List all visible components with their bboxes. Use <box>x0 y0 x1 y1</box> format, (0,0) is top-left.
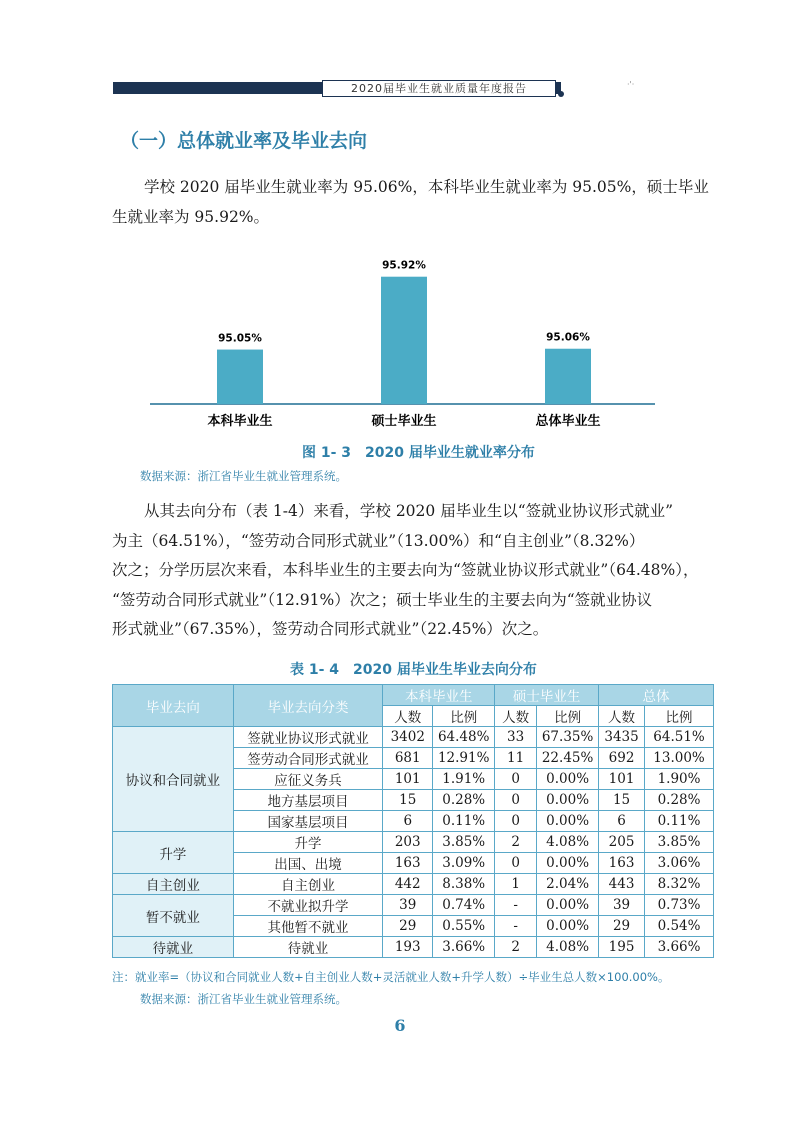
value-cell: 3.66% <box>645 937 714 958</box>
value-cell: 0.00% <box>537 853 599 874</box>
value-cell: 0.00% <box>537 895 599 916</box>
value-cell: 3.06% <box>645 853 714 874</box>
value-cell: 4.08% <box>537 832 599 853</box>
group-cell: 自主创业 <box>113 874 234 895</box>
destination-table <box>112 684 714 958</box>
value-cell: 11 <box>495 748 537 769</box>
value-cell: 15 <box>599 790 645 811</box>
value-cell: 1 <box>495 874 537 895</box>
group-cell: 待就业 <box>113 937 234 958</box>
paragraph-line: 为主（64.51%），“签劳动合同形式就业”（13.00%）和“自主创业”（8.32%） <box>112 531 645 550</box>
category-cell: 签就业协议形式就业 <box>233 727 383 748</box>
category-label: 硕士毕业生 <box>371 414 437 429</box>
value-cell: 0.54% <box>645 916 714 937</box>
value-cell: 15 <box>383 790 433 811</box>
value-cell: 3435 <box>599 727 645 748</box>
value-cell: 195 <box>599 937 645 958</box>
page-number: 6 <box>394 1016 406 1035</box>
category-cell: 应征义务兵 <box>233 769 383 790</box>
value-cell: 0.28% <box>433 790 495 811</box>
col-header-master: 硕士毕业生 <box>495 685 599 706</box>
value-cell: 0.00% <box>537 769 599 790</box>
data-label: 95.05% <box>218 332 262 345</box>
value-cell: 101 <box>599 769 645 790</box>
header-title: 2020届毕业生就业质量年度报告 <box>322 80 556 97</box>
category-cell: 升学 <box>233 832 383 853</box>
group-cell: 升学 <box>113 832 234 874</box>
category-label: 本科毕业生 <box>207 414 273 429</box>
value-cell: 163 <box>383 853 433 874</box>
value-cell: 8.38% <box>433 874 495 895</box>
col-header-category: 毕业去向分类 <box>233 685 383 727</box>
table-caption: 表 1- 4 2020 届毕业生毕业去向分布 <box>290 662 537 678</box>
paragraph-destination <box>112 497 712 645</box>
value-cell: 0.11% <box>645 811 714 832</box>
value-cell: 3402 <box>383 727 433 748</box>
value-cell: - <box>495 895 537 916</box>
value-cell: 1.91% <box>433 769 495 790</box>
value-cell: 692 <box>599 748 645 769</box>
value-cell: 0 <box>495 811 537 832</box>
value-cell: 0 <box>495 790 537 811</box>
paragraph-employment-rate <box>112 173 712 232</box>
value-cell: 13.00% <box>645 748 714 769</box>
bar <box>217 350 263 404</box>
value-cell: 22.45% <box>537 748 599 769</box>
group-cell: 暂不就业 <box>113 895 234 937</box>
section-title: （一）总体就业率及毕业去向 <box>120 130 368 152</box>
value-cell: 0.74% <box>433 895 495 916</box>
value-cell: - <box>495 916 537 937</box>
col-header-ratio: 比例 <box>537 706 599 727</box>
value-cell: 29 <box>599 916 645 937</box>
table-note: 注：就业率=（协议和合同就业人数+自主创业人数+灵活就业人数+升学人数）÷毕业生总人数×100.00%。 <box>112 970 670 984</box>
category-cell: 出国、出境 <box>233 853 383 874</box>
value-cell: 203 <box>383 832 433 853</box>
value-cell: 0.00% <box>537 916 599 937</box>
header-mark: ·'· <box>627 80 635 89</box>
header-dot <box>558 91 564 97</box>
value-cell: 193 <box>383 937 433 958</box>
value-cell: 33 <box>495 727 537 748</box>
value-cell: 0.28% <box>645 790 714 811</box>
value-cell: 8.32% <box>645 874 714 895</box>
value-cell: 3.85% <box>645 832 714 853</box>
paragraph-line: 形式就业”（67.35%），签劳动合同形式就业”（22.45%）次之。 <box>112 620 549 638</box>
paragraph-line: 次之；分学历层次来看，本科毕业生的主要去向为“签就业协议形式就业”（64.48%）， <box>112 561 699 579</box>
value-cell: 29 <box>383 916 433 937</box>
col-header-ratio: 比例 <box>645 706 714 727</box>
employment-rate-bar-chart <box>150 240 660 440</box>
col-header-ratio: 比例 <box>433 706 495 727</box>
group-cell: 协议和合同就业 <box>113 727 234 832</box>
value-cell: 681 <box>383 748 433 769</box>
value-cell: 163 <box>599 853 645 874</box>
paragraph-line: 从其去向分布（表 1-4）来看，学校 2020 届毕业生以“签就业协议形式就业” <box>144 502 674 520</box>
value-cell: 3.85% <box>433 832 495 853</box>
value-cell: 6 <box>383 811 433 832</box>
value-cell: 12.91% <box>433 748 495 769</box>
value-cell: 3.66% <box>433 937 495 958</box>
data-label: 95.92% <box>382 259 426 272</box>
category-cell: 签劳动合同形式就业 <box>233 748 383 769</box>
value-cell: 0.00% <box>537 790 599 811</box>
value-cell: 67.35% <box>537 727 599 748</box>
figure-caption: 图 1- 3 2020 届毕业生就业率分布 <box>302 445 535 461</box>
value-cell: 205 <box>599 832 645 853</box>
value-cell: 2.04% <box>537 874 599 895</box>
col-header-count: 人数 <box>383 706 433 727</box>
category-cell: 待就业 <box>233 937 383 958</box>
col-header-direction: 毕业去向 <box>113 685 234 727</box>
col-header-total: 总体 <box>599 685 714 706</box>
paragraph-line: “签劳动合同形式就业”（12.91%）次之；硕士毕业生的主要去向为“签就业协议 <box>112 590 653 609</box>
value-cell: 1.90% <box>645 769 714 790</box>
value-cell: 0 <box>495 853 537 874</box>
value-cell: 442 <box>383 874 433 895</box>
table-row <box>113 895 714 916</box>
value-cell: 0 <box>495 769 537 790</box>
value-cell: 2 <box>495 832 537 853</box>
value-cell: 64.48% <box>433 727 495 748</box>
value-cell: 0.73% <box>645 895 714 916</box>
data-label: 95.06% <box>546 331 590 344</box>
table-row <box>113 832 714 853</box>
value-cell: 6 <box>599 811 645 832</box>
category-cell: 国家基层项目 <box>233 811 383 832</box>
table-row <box>113 874 714 895</box>
value-cell: 39 <box>599 895 645 916</box>
bar <box>545 349 591 404</box>
figure-source: 数据来源：浙江省毕业生就业管理系统。 <box>140 469 347 483</box>
value-cell: 4.08% <box>537 937 599 958</box>
col-header-count: 人数 <box>495 706 537 727</box>
value-cell: 64.51% <box>645 727 714 748</box>
value-cell: 2 <box>495 937 537 958</box>
paragraph-line: 学校 2020 届毕业生就业率为 95.06%，本科毕业生就业率为 95.05%，硕士毕业 <box>144 178 709 196</box>
value-cell: 0.00% <box>537 811 599 832</box>
value-cell: 0.11% <box>433 811 495 832</box>
col-header-count: 人数 <box>599 706 645 727</box>
value-cell: 0.55% <box>433 916 495 937</box>
table-row <box>113 937 714 958</box>
value-cell: 3.09% <box>433 853 495 874</box>
col-header-undergrad: 本科毕业生 <box>383 685 495 706</box>
paragraph-line: 生就业率为 95.92%。 <box>112 207 270 226</box>
table-source: 数据来源：浙江省毕业生就业管理系统。 <box>140 992 347 1006</box>
category-cell: 其他暂不就业 <box>233 916 383 937</box>
table-row <box>113 727 714 748</box>
value-cell: 101 <box>383 769 433 790</box>
bar <box>381 277 427 404</box>
category-cell: 地方基层项目 <box>233 790 383 811</box>
value-cell: 39 <box>383 895 433 916</box>
table-body <box>113 727 714 958</box>
category-cell: 自主创业 <box>233 874 383 895</box>
category-cell: 不就业拟升学 <box>233 895 383 916</box>
category-label: 总体毕业生 <box>535 414 601 429</box>
value-cell: 443 <box>599 874 645 895</box>
